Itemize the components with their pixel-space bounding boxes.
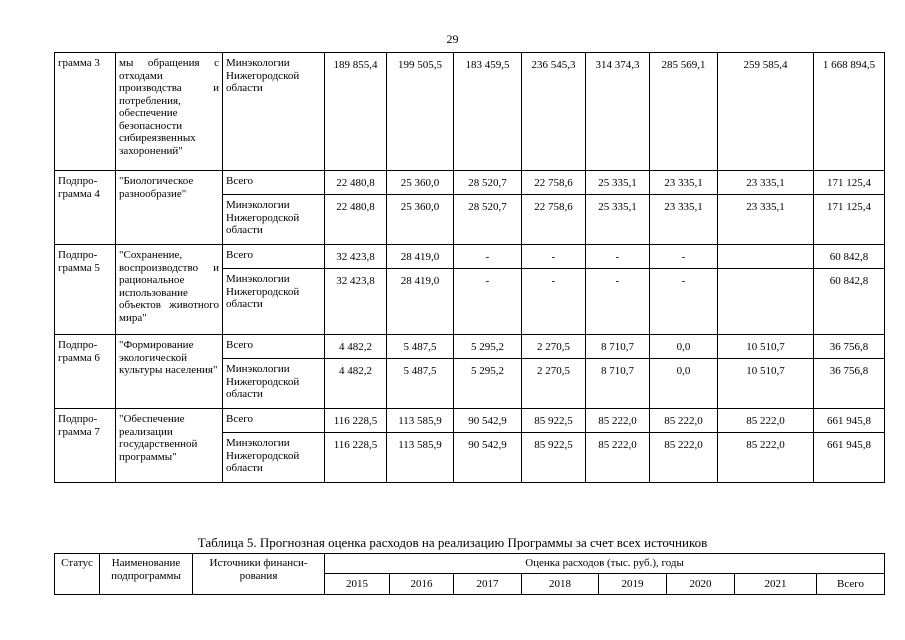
budget-table xyxy=(54,52,885,483)
value-cell: 116 228,5 xyxy=(325,409,387,433)
value-cell: 2 270,5 xyxy=(522,335,586,359)
row-status: грамма 3 xyxy=(55,53,116,171)
value-cell: 0,0 xyxy=(650,359,718,409)
value-cell: 90 542,9 xyxy=(454,409,522,433)
row-status: Подпрограмма 4 xyxy=(55,171,116,245)
value-cell: - xyxy=(522,245,586,269)
table-row xyxy=(55,335,885,359)
value-cell: 22 758,6 xyxy=(522,171,586,195)
value-cell: - xyxy=(522,269,586,335)
table-row xyxy=(55,245,885,269)
value-cell: - xyxy=(586,269,650,335)
value-total: 36 756,8 xyxy=(814,359,885,409)
table-row xyxy=(55,171,885,195)
value-cell xyxy=(718,269,814,335)
value-total: 171 125,4 xyxy=(814,195,885,245)
value-cell: 5 295,2 xyxy=(454,359,522,409)
value-cell: 4 482,2 xyxy=(325,335,387,359)
value-cell: 259 585,4 xyxy=(718,53,814,171)
value-cell: 236 545,3 xyxy=(522,53,586,171)
header-total: Всего xyxy=(817,573,885,595)
row-source: Минэкологии Нижегородской области xyxy=(223,269,325,335)
value-total: 36 756,8 xyxy=(814,335,885,359)
row-status: Подпрограмма 6 xyxy=(55,335,116,409)
value-total: 661 945,8 xyxy=(814,433,885,483)
value-cell: 85 922,5 xyxy=(522,433,586,483)
row-source: Минэкологии Нижегородской области xyxy=(223,433,325,483)
value-cell: 85 222,0 xyxy=(586,433,650,483)
value-cell: 113 585,9 xyxy=(387,409,454,433)
value-cell xyxy=(718,245,814,269)
header-year: 2020 xyxy=(667,573,735,595)
value-cell: 5 295,2 xyxy=(454,335,522,359)
value-cell: 32 423,8 xyxy=(325,245,387,269)
header-year: 2016 xyxy=(390,573,454,595)
value-cell: 10 510,7 xyxy=(718,359,814,409)
value-cell: 4 482,2 xyxy=(325,359,387,409)
value-cell: 28 520,7 xyxy=(454,171,522,195)
value-cell: 199 505,5 xyxy=(387,53,454,171)
header-status: Статус xyxy=(55,554,100,595)
header-year: 2019 xyxy=(599,573,667,595)
header-estimate: Оценка расходов (тыс. руб.), годы xyxy=(325,554,885,574)
value-cell: - xyxy=(650,269,718,335)
value-total: 60 842,8 xyxy=(814,245,885,269)
value-cell: 8 710,7 xyxy=(586,335,650,359)
value-cell: 25 360,0 xyxy=(387,171,454,195)
table5-caption: Таблица 5. Прогнозная оценка расходов на реализацию Программы за счет всех источников xyxy=(197,535,708,550)
value-cell: 183 459,5 xyxy=(454,53,522,171)
value-cell: 8 710,7 xyxy=(586,359,650,409)
value-cell: 25 360,0 xyxy=(387,195,454,245)
row-name: "Биологическое разнообразие" xyxy=(116,171,223,245)
row-status: Подпрограмма 5 xyxy=(55,245,116,335)
value-cell: 23 335,1 xyxy=(718,195,814,245)
row-source: Минэкологии Нижегородской области xyxy=(223,359,325,409)
value-cell: 113 585,9 xyxy=(387,433,454,483)
page-number: 29 xyxy=(446,32,459,46)
value-cell: 85 222,0 xyxy=(650,433,718,483)
value-cell: 10 510,7 xyxy=(718,335,814,359)
value-cell: 32 423,8 xyxy=(325,269,387,335)
value-cell: 25 335,1 xyxy=(586,195,650,245)
row-source: Всего xyxy=(223,335,325,359)
forecast-header-row xyxy=(55,554,885,574)
row-status: Подпрограмма 7 xyxy=(55,409,116,483)
row-source: Всего xyxy=(223,171,325,195)
value-cell: - xyxy=(454,245,522,269)
value-cell: 85 222,0 xyxy=(718,409,814,433)
table-row xyxy=(55,409,885,433)
value-cell: 23 335,1 xyxy=(650,195,718,245)
value-cell: 22 758,6 xyxy=(522,195,586,245)
table-row xyxy=(55,53,885,171)
row-name: "Сохранение, воспроизводство и рациональное использование объектов животного мира" xyxy=(116,245,223,335)
value-total: 1 668 894,5 xyxy=(814,53,885,171)
value-cell: - xyxy=(650,245,718,269)
value-cell: 314 374,3 xyxy=(586,53,650,171)
value-cell: 85 222,0 xyxy=(650,409,718,433)
value-cell: 23 335,1 xyxy=(650,171,718,195)
value-cell: 28 419,0 xyxy=(387,269,454,335)
value-cell: 28 520,7 xyxy=(454,195,522,245)
value-cell: 285 569,1 xyxy=(650,53,718,171)
value-cell: 28 419,0 xyxy=(387,245,454,269)
value-cell: 85 222,0 xyxy=(586,409,650,433)
value-cell: - xyxy=(454,269,522,335)
row-name: "Обеспечение реализации государственной программы" xyxy=(116,409,223,483)
header-year: 2015 xyxy=(325,573,390,595)
value-cell: 5 487,5 xyxy=(387,335,454,359)
header-name: Наименование подпрограммы xyxy=(100,554,193,595)
value-total: 171 125,4 xyxy=(814,171,885,195)
value-cell: 2 270,5 xyxy=(522,359,586,409)
value-cell: 5 487,5 xyxy=(387,359,454,409)
row-source: Всего xyxy=(223,409,325,433)
header-year: 2021 xyxy=(735,573,817,595)
value-total: 60 842,8 xyxy=(814,269,885,335)
value-cell: 90 542,9 xyxy=(454,433,522,483)
value-cell: 23 335,1 xyxy=(718,171,814,195)
value-cell: 85 922,5 xyxy=(522,409,586,433)
row-source: Всего xyxy=(223,245,325,269)
row-name: мы обращения с отходами производства и потребления, обеспечение безопасности сибиреязвенных захоронений" xyxy=(116,53,223,171)
forecast-table xyxy=(54,553,885,595)
row-source: Минэкологии Нижегородской области xyxy=(223,53,325,171)
value-cell: 116 228,5 xyxy=(325,433,387,483)
value-cell: 189 855,4 xyxy=(325,53,387,171)
row-name: "Формирование экологической культуры населения" xyxy=(116,335,223,409)
header-year: 2018 xyxy=(522,573,599,595)
value-cell: 22 480,8 xyxy=(325,171,387,195)
value-cell: 85 222,0 xyxy=(718,433,814,483)
value-cell: - xyxy=(586,245,650,269)
value-total: 661 945,8 xyxy=(814,409,885,433)
row-source: Минэкологии Нижегородской области xyxy=(223,195,325,245)
header-source: Источники финансирования xyxy=(193,554,325,595)
value-cell: 25 335,1 xyxy=(586,171,650,195)
value-cell: 0,0 xyxy=(650,335,718,359)
header-year: 2017 xyxy=(454,573,522,595)
value-cell: 22 480,8 xyxy=(325,195,387,245)
